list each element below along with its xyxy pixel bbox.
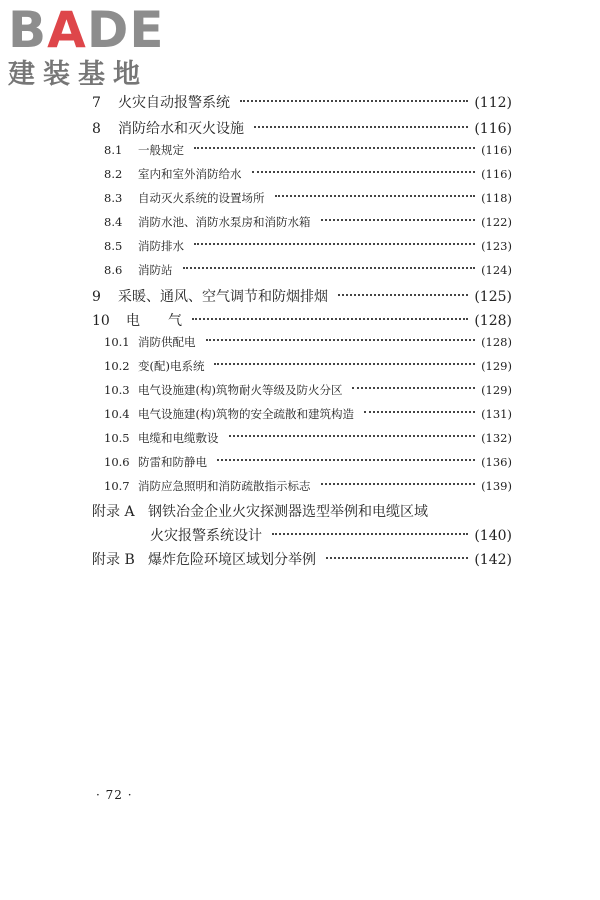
toc-title: 电气设施建(构)筑物耐火等级及防火分区 — [138, 383, 343, 397]
toc-number: 附录 A — [92, 504, 135, 520]
leader-dots — [321, 219, 476, 221]
toc-title: 消防排水 — [138, 239, 184, 253]
toc-entry-8-5[interactable] — [104, 238, 512, 254]
toc-entry-appendix-a-continued[interactable] — [150, 525, 512, 545]
toc-page: (123) — [481, 239, 512, 253]
toc-page: (122) — [481, 215, 512, 229]
watermark-logo — [8, 1, 178, 90]
toc-entry-7[interactable] — [92, 92, 512, 112]
toc-title: 钢铁冶金企业火灾探测器选型举例和电缆区域 — [148, 504, 428, 520]
leader-dots — [217, 459, 475, 461]
toc-number: 10.3 — [104, 383, 130, 397]
toc-number: 10 — [92, 313, 110, 329]
toc-page: (129) — [481, 359, 512, 373]
toc-number: 附录 B — [92, 552, 135, 568]
toc-page: (116) — [474, 121, 512, 137]
toc-entry-10-4[interactable] — [104, 406, 512, 422]
leader-dots — [206, 339, 476, 341]
toc-entry-10[interactable] — [92, 310, 512, 330]
toc-entry-10-7[interactable] — [104, 478, 512, 494]
leader-dots — [194, 147, 475, 149]
toc-page: (116) — [481, 167, 512, 181]
toc-page: (139) — [481, 479, 512, 493]
toc-title: 采暖、通风、空气调节和防烟排烟 — [118, 289, 328, 305]
toc-page: (142) — [474, 552, 512, 568]
toc-title: 消防供配电 — [138, 335, 196, 349]
toc-title: 消防给水和灭火设施 — [118, 121, 244, 137]
toc-number: 10.4 — [104, 407, 130, 421]
leader-dots — [254, 126, 468, 128]
leader-dots — [338, 294, 468, 296]
toc-entry-10-2[interactable] — [104, 358, 512, 374]
toc-number: 8.6 — [104, 263, 123, 277]
leader-dots — [229, 435, 476, 437]
page-number: · 72 · — [96, 788, 133, 802]
leader-dots — [183, 267, 476, 269]
toc-entry-8-3[interactable] — [104, 190, 512, 206]
toc-title: 消防水池、消防水泵房和消防水箱 — [138, 215, 311, 229]
toc-number: 10.5 — [104, 431, 130, 445]
toc-entry-10-3[interactable] — [104, 382, 512, 398]
toc-number: 10.6 — [104, 455, 130, 469]
toc-page: (124) — [481, 263, 512, 277]
leader-dots — [240, 100, 468, 102]
toc-entry-appendix-a[interactable] — [92, 501, 512, 521]
toc-number: 9 — [92, 289, 101, 305]
logo-subtitle: 建装基地 — [8, 59, 148, 90]
toc-page: (125) — [474, 289, 512, 305]
toc-number: 10.1 — [104, 335, 130, 349]
toc-title: 变(配)电系统 — [138, 359, 205, 373]
leader-dots — [275, 195, 476, 197]
toc-page: (116) — [481, 143, 512, 157]
leader-dots — [252, 171, 476, 173]
toc-page: (131) — [481, 407, 512, 421]
leader-dots — [272, 533, 468, 535]
toc-title: 防雷和防静电 — [138, 455, 207, 469]
toc-title: 电 气 — [126, 313, 182, 329]
leader-dots — [321, 483, 476, 485]
toc-entry-10-1[interactable] — [104, 334, 512, 350]
toc-page: (112) — [474, 95, 512, 111]
toc-number: 8.1 — [104, 143, 123, 157]
toc-page: (132) — [481, 431, 512, 445]
toc-page: (128) — [474, 313, 512, 329]
toc-page: (136) — [481, 455, 512, 469]
toc-title: 自动灭火系统的设置场所 — [138, 191, 265, 205]
toc-title-continued: 火灾报警系统设计 — [150, 528, 262, 544]
toc-entry-8-1[interactable] — [104, 142, 512, 158]
leader-dots — [214, 363, 475, 365]
toc-page: (118) — [481, 191, 512, 205]
toc-number: 8.3 — [104, 191, 123, 205]
toc-number: 10.7 — [104, 479, 130, 493]
toc-page: (140) — [474, 528, 512, 544]
toc-page: (128) — [481, 335, 512, 349]
toc-page: (129) — [481, 383, 512, 397]
toc-entry-8-4[interactable] — [104, 214, 512, 230]
logo-wordmark: BADE — [8, 1, 165, 59]
toc-entry-9[interactable] — [92, 286, 512, 306]
toc-number: 8 — [92, 121, 101, 137]
leader-dots — [326, 557, 468, 559]
toc-title: 一般规定 — [138, 143, 184, 157]
leader-dots — [364, 411, 475, 413]
toc-title: 消防站 — [138, 263, 173, 277]
toc-number: 7 — [92, 95, 101, 111]
toc-title: 消防应急照明和消防疏散指示标志 — [138, 479, 311, 493]
leader-dots — [352, 387, 475, 389]
toc-title: 爆炸危险环境区域划分举例 — [148, 552, 316, 568]
toc-entry-8-2[interactable] — [104, 166, 512, 182]
toc-entry-10-5[interactable] — [104, 430, 512, 446]
toc-entry-8-6[interactable] — [104, 262, 512, 278]
leader-dots — [194, 243, 475, 245]
toc-number: 8.2 — [104, 167, 123, 181]
leader-dots — [192, 318, 468, 320]
toc-number: 10.2 — [104, 359, 130, 373]
toc-number: 8.4 — [104, 215, 123, 229]
toc-title: 电缆和电缆敷设 — [138, 431, 219, 445]
toc-entry-8[interactable] — [92, 118, 512, 138]
toc-title: 电气设施建(构)筑物的安全疏散和建筑构造 — [138, 407, 354, 421]
toc-entry-appendix-b[interactable] — [92, 549, 512, 569]
toc-title: 室内和室外消防给水 — [138, 167, 242, 181]
toc-title: 火灾自动报警系统 — [118, 95, 230, 111]
toc-number: 8.5 — [104, 239, 123, 253]
toc-entry-10-6[interactable] — [104, 454, 512, 470]
